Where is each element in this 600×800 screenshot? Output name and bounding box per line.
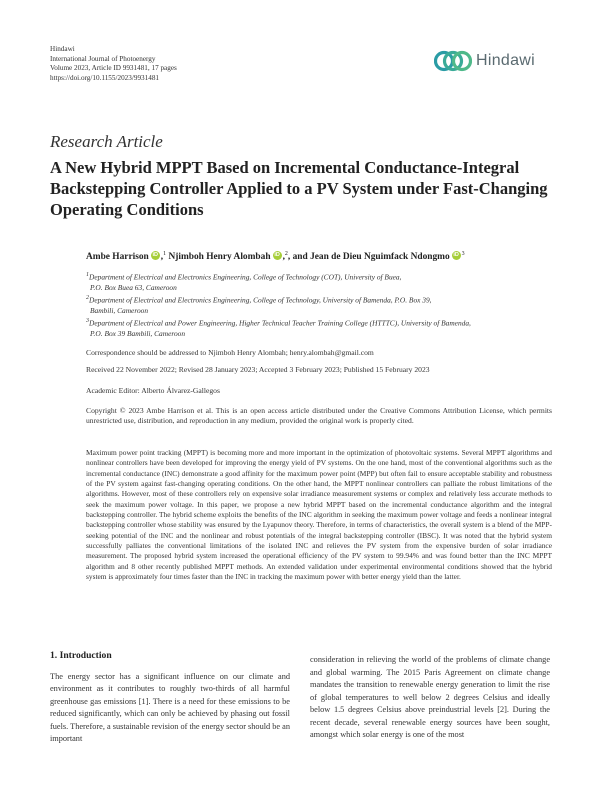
article-title: A New Hybrid MPPT Based on Incremental Conductance-Integral Backstepping Controller Applied to a PV System under Fast-Changing Operating Conditions: [50, 158, 548, 219]
logo-wordmark: Hindawi: [476, 52, 536, 69]
author-list: [86, 251, 465, 262]
journal-header: [50, 45, 177, 83]
author-separator: ,: [160, 252, 164, 263]
author-name: Jean de Dieu Nguimfack Ndongmo: [310, 252, 450, 263]
copyright-notice: Copyright © 2023 Ambe Harrison et al. This is an open access article distributed under the Creative Commons Attribution License, which permits unrestricted use, distribution, and reproduction in any medium, provided the original work is properly cited.: [86, 406, 552, 426]
intro-paragraph: consideration in relieving the world of the problems of climate change and global warming. The 2015 Paris Agreement on climate change mandates the transition to renewable energy generation to limit the rise of global temperatures to well below 2 degrees Celsius and ideally below 1.5 degrees Celsius above preindustrial levels [2]. During the recent decade, several renewable energy sources have been sought, amongst which solar energy is one of the most: [310, 655, 550, 739]
author-affiliation-sup: 1: [163, 251, 167, 257]
affiliation-line: Bambili, Cameroon: [90, 305, 149, 315]
volume-line: Volume 2023, Article ID 9931481, 17 pages: [50, 64, 177, 73]
intro-left-column: [50, 650, 290, 746]
affiliation-line: Department of Electrical and Power Engineering, Higher Technical Teacher Training College (HTTTC), University of Bamenda,: [89, 318, 471, 328]
affiliation-list: [86, 270, 556, 339]
affiliation-line: Department of Electrical and Electronics Engineering, College of Technology, University of Bamenda, P.O. Box 39,: [89, 295, 432, 305]
affiliation-sup: 1: [86, 272, 89, 278]
journal-name: International Journal of Photoenergy: [50, 54, 156, 63]
article-type: Research Article: [50, 132, 163, 151]
intro-right-column: [310, 654, 550, 742]
author-separator: ,: [282, 252, 285, 263]
correspondence-line: Correspondence should be addressed to Njimboh Henry Alombah; henry.alombah@gmail.com: [86, 348, 374, 357]
affiliation-line: P.O. Box 39 Bambili, Cameroon: [90, 328, 186, 338]
abstract: Maximum power point tracking (MPPT) is becoming more and more important in the optimization of photovoltaic systems. Several MPPT algorithms and nonlinear controllers have been developed for improving the energy yield of PV systems. On the one hand, most of the conventional algorithms such as the incremental conductance (INC) demonstrate a good affinity for the maximum power point (MPP) but often fail to ensure acceptable stability and robustness of the PV system against fast-changing operating conditions. On the other hand, the MPPT nonlinear controllers can palliate the robust limitations of the algorithms. However, most of these controllers rely on expensive solar irradiance measurement systems or complex and relatively less accurate methods to seek the maximum power voltage. In this paper, we propose a new hybrid MPPT based on the incremental conductance algorithm and the integral backstepping controller. The hybrid scheme exploits the benefits of the INC algorithm in seeking the maximum power voltage and feeds a nonlinear integral backstepping controller whose stability was ensured by the Lyapunov theory. Therefore, in terms of characteristics, the overall system is a blend of the MPP-seeking potential of the INC and the nonlinear and robust potentials of the integral backstepping controller (IBSC). It was noted that the hybrid system successfully palliates the conventional limitations of the isolated INC and relieves the PV system from the expensive burden of solar irradiance measurement. The proposed hybrid system increased the operational efficiency of the PV system to 99.94% and was found better than the INC MPPT algorithm and 8 other recently published MPPT methods. An extended validation under experimental environmental conditions showed that the hybrid system is approximately four times faster than the INC in tracking the maximum power with better energy yield than the latter.: [86, 448, 552, 582]
affiliation-item: [86, 316, 556, 339]
orcid-icon[interactable]: iD: [152, 252, 159, 259]
academic-editor: Academic Editor: Alberto Álvarez-Gallegos: [86, 386, 220, 395]
intro-paragraph: The energy sector has a significant influence on our climate and environment as it contributes to roughly two-thirds of all harmful greenhouse gas emissions [1]. There is a need for these emissions to be reduced significantly, which can only be achieved by phasing out fossil fuels. Therefore, a sustainable revision of the energy sector should be an important: [50, 671, 290, 743]
publisher-name: Hindawi: [50, 45, 75, 53]
dates-line: Received 22 November 2022; Revised 28 January 2023; Accepted 3 February 2023; Published 15 February 2023: [86, 365, 430, 374]
author-name: Njimboh Henry Alombah: [168, 252, 271, 263]
author-separator: , and: [287, 252, 308, 263]
affiliation-sup: 2: [86, 295, 89, 302]
doi-link[interactable]: https://doi.org/10.1155/2023/9931481: [50, 73, 160, 82]
hindawi-rings-icon: [434, 46, 472, 76]
hindawi-logo: [434, 46, 535, 76]
affiliation-item: [86, 270, 556, 293]
affiliation-line: P.O. Box Buea 63, Cameroon: [90, 282, 177, 292]
author-affiliation-sup: 2: [284, 251, 288, 257]
affiliation-sup: 3: [86, 318, 89, 325]
orcid-icon[interactable]: iD: [274, 252, 280, 259]
affiliation-line: Department of Electrical and Electronics Engineering, College of Technology (COT), University of Buea,: [89, 272, 402, 282]
orcid-icon[interactable]: iD: [453, 252, 459, 259]
affiliation-item: [86, 293, 556, 316]
author-affiliation-sup: 3: [461, 251, 465, 257]
section-heading: 1. Introduction: [50, 650, 112, 661]
author-name: Ambe Harrison: [86, 252, 149, 263]
